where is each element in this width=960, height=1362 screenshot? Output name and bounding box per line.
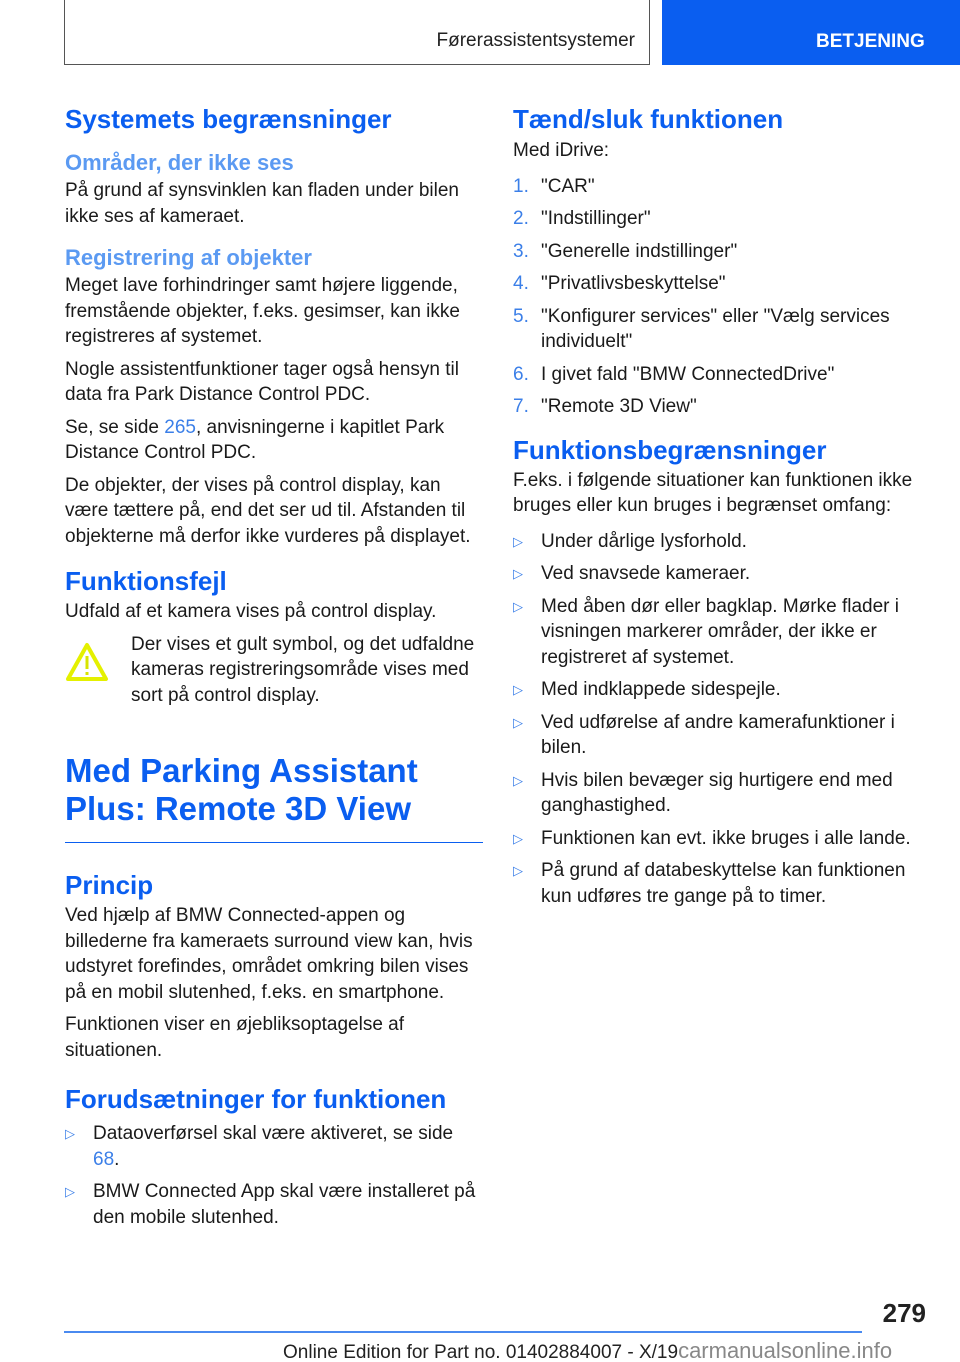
bullet-triangle-icon: ▷ xyxy=(65,1184,75,1199)
bullet-triangle-icon: ▷ xyxy=(513,682,523,697)
step-item: 7. "Remote 3D View" xyxy=(513,396,697,417)
paragraph: Funktionen viser en øjebliksoptagelse af situationen. xyxy=(65,1014,405,1061)
bullet-triangle-icon: ▷ xyxy=(513,533,523,549)
step-item: 3. "Generelle indstillinger" xyxy=(513,240,738,262)
warning-notice xyxy=(65,632,483,709)
page-link-68[interactable]: 68 xyxy=(93,1148,115,1170)
paragraph-with-link: Se, se side 265, anvisningerne i kapitlet Park Distance Control PDC. xyxy=(65,416,445,463)
header-section-title: Førerassistentsystemer xyxy=(436,30,635,51)
limitations-list xyxy=(513,529,925,910)
header-chapter-tab xyxy=(662,0,960,65)
warning-triangle-icon xyxy=(65,632,131,709)
heading-omraader: Områder, der ikke ses xyxy=(65,150,294,175)
header-section-tab xyxy=(64,0,650,65)
paragraph: F.eks. i følgende situationer kan funktionen ikke bruges eller kun bruges i begrænset omfang: xyxy=(513,469,913,516)
list-item: ▷ På grund af databeskyttelse kan funktionen kun udføres tre gange på to timer. xyxy=(513,858,925,909)
step-item: 1. "CAR" xyxy=(513,175,595,197)
paragraph: De objekter, der vises på control display, kan være tættere på, end det ser ud til. Afstanden til objekterne må derfor ikke vurderes på displayet. xyxy=(65,474,471,547)
heading-registrering: Registrering af objekter xyxy=(65,245,312,270)
prerequisites-list xyxy=(65,1121,483,1230)
bullet-triangle-icon: ▷ xyxy=(65,1126,75,1141)
page-link-265[interactable]: 265 xyxy=(164,416,196,438)
heading-funktionsfejl: Funktionsfejl xyxy=(65,566,227,596)
bullet-triangle-icon: ▷ xyxy=(513,714,523,730)
list-item: ▷ BMW Connected App skal være installeret på den mobile slutenhed. xyxy=(65,1179,483,1230)
paragraph: Med iDrive: xyxy=(513,140,610,161)
paragraph: Udfald af et kamera vises på control display. xyxy=(65,601,437,622)
bullet-triangle-icon: ▷ xyxy=(513,772,523,788)
bullet-triangle-icon: ▷ xyxy=(513,566,523,581)
right-column xyxy=(513,100,925,916)
step-item: 5. "Konfigurer services" eller "Vælg services individuelt" xyxy=(513,305,890,352)
step-item: 6. I givet fald "BMW ConnectedDrive" xyxy=(513,363,835,385)
list-item: ▷ Funktionen kan evt. ikke bruges i alle lande. xyxy=(513,826,925,852)
paragraph: Ved hjælp af BMW Connected-appen og billederne fra kameraets surround view kan, hvis udstyret forefindes, området omkring bilen vises på en mobil slutenhed, f.eks. en smartphone. xyxy=(65,905,473,1003)
page-number: 279 xyxy=(882,1298,926,1328)
heading-remote-3d-view: Med Parking Assistant Plus: Remote 3D View xyxy=(65,752,418,827)
steps-list xyxy=(513,174,925,420)
list-item: ▷ Ved snavsede kameraer. xyxy=(513,561,925,587)
list-item: ▷ Med åben dør eller bagklap. Mørke flader i visningen markerer områder, der ikke er registreret af systemet. xyxy=(513,594,925,671)
list-item: ▷ Under dårlige lysforhold. xyxy=(513,529,925,555)
list-item: ▷ Ved udførelse af andre kamerafunktioner i bilen. xyxy=(513,710,925,761)
header-chapter-title: BETJENING xyxy=(816,31,925,52)
bullet-triangle-icon: ▷ xyxy=(513,598,523,614)
paragraph: På grund af synsvinklen kan fladen under bilen ikke ses af kameraet. xyxy=(65,180,459,227)
list-item: ▷ Hvis bilen bevæger sig hurtigere end med ganghastighed. xyxy=(513,768,925,819)
heading-princip: Princip xyxy=(65,870,154,900)
left-column xyxy=(65,100,483,1237)
footer-edition: Online Edition for Part no. 01402884007 - X/19carmanualsonline.info xyxy=(283,1338,893,1362)
watermark: carmanualsonline.info xyxy=(678,1338,893,1362)
warning-text: Der vises et gult symbol, og det udfaldne kameras registreringsområde vises med sort på control display. xyxy=(131,633,475,706)
footer-rule xyxy=(64,1331,862,1333)
step-item: 4. "Privatlivsbeskyttelse" xyxy=(513,273,726,294)
paragraph: Nogle assistentfunktioner tager også hensyn til data fra Park Distance Control PDC. xyxy=(65,358,459,405)
list-item: ▷ Dataoverførsel skal være aktiveret, se side 68. xyxy=(65,1121,483,1172)
heading-rule xyxy=(65,842,483,843)
list-item: ▷ Med indklappede sidespejle. xyxy=(513,677,925,703)
heading-systemets-begraensninger: Systemets begrænsninger xyxy=(65,104,392,134)
heading-forudsaetninger: Forudsætninger for funktionen xyxy=(65,1084,447,1114)
bullet-triangle-icon: ▷ xyxy=(513,863,523,878)
step-item: 2. "Indstillinger" xyxy=(513,208,651,229)
paragraph: Meget lave forhindringer samt højere liggende, fremstående objekter, f.eks. gesimser, kan ikke registreres af systemet. xyxy=(65,275,460,347)
heading-funktionsbegraensninger: Funktionsbegrænsninger xyxy=(513,434,827,465)
heading-taend-sluk: Tænd/sluk funktionen xyxy=(513,104,784,134)
bullet-triangle-icon: ▷ xyxy=(513,830,523,846)
